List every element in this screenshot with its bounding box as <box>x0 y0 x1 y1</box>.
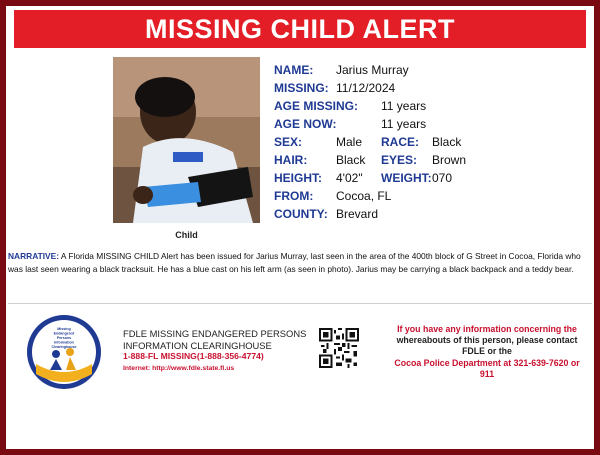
weight-value: 070 <box>432 171 453 185</box>
child-photo-image <box>113 57 260 223</box>
county-value: Brevard <box>336 207 379 221</box>
contact-info <box>380 324 594 380</box>
website-link[interactable]: Internet: http://www.fdle.state.fl.us <box>123 364 235 372</box>
sex-value: Male <box>336 135 363 149</box>
alert-poster <box>6 6 594 449</box>
contact-line-5: 911 <box>479 368 495 379</box>
height-label: HEIGHT: <box>274 171 322 185</box>
row-age-missing <box>274 97 594 115</box>
age-now-label: AGE NOW: <box>274 117 337 131</box>
contact-line-1: If you have any information concerning the <box>397 324 577 334</box>
missing-label: MISSING: <box>274 81 329 95</box>
race-value: Black <box>432 135 462 149</box>
name-label: NAME: <box>274 63 314 77</box>
fdle-clearinghouse-logo-icon <box>26 314 102 390</box>
logo-line-2: Endangered <box>53 331 75 336</box>
row-age-now <box>274 115 594 133</box>
race-label: RACE: <box>381 135 419 149</box>
row-height-weight <box>274 169 594 187</box>
sex-label: SEX: <box>274 135 303 149</box>
age-missing-value: 11 years <box>381 99 427 113</box>
photo-caption: Child <box>175 230 198 240</box>
contact-line-4: Cocoa Police Department at 321-639-7620 or <box>394 357 580 368</box>
contact-line-2: whereabouts of this person, please contact <box>396 335 578 346</box>
qr-code-icon[interactable] <box>319 328 359 368</box>
logo-line-3: Persons <box>56 336 72 340</box>
contact-line-3: FDLE or the <box>462 346 512 357</box>
org-line-2: INFORMATION CLEARINGHOUSE <box>123 339 272 351</box>
eyes-value: Brown <box>432 153 467 167</box>
age-now-value: 11 years <box>381 117 427 131</box>
narrative-label: NARRATIVE: <box>8 251 60 261</box>
hair-label: HAIR: <box>274 153 308 167</box>
from-label: FROM: <box>274 189 314 203</box>
logo-line-1: Missing <box>57 327 71 331</box>
hair-value: Black <box>336 153 366 167</box>
row-missing <box>274 79 594 97</box>
organization-info <box>123 328 323 374</box>
org-line-1: FDLE MISSING ENDANGERED PERSONS <box>123 328 307 339</box>
county-label: COUNTY: <box>274 207 328 221</box>
child-details <box>274 61 594 223</box>
eyes-label: EYES: <box>381 153 418 167</box>
row-from <box>274 187 594 205</box>
row-hair-eyes <box>274 151 594 169</box>
age-missing-label: AGE MISSING: <box>274 99 359 113</box>
narrative <box>8 250 592 275</box>
missing-value: 11/12/2024 <box>336 81 396 95</box>
row-county <box>274 205 594 223</box>
height-value: 4'02" <box>336 171 363 185</box>
alert-title: MISSING CHILD ALERT <box>14 10 586 48</box>
name-value: Jarius Murray <box>336 63 409 77</box>
row-sex-race <box>274 133 594 151</box>
row-name <box>274 61 594 79</box>
logo-line-5: Clearinghouse <box>51 345 77 349</box>
weight-label: WEIGHT: <box>381 171 432 185</box>
footer-divider <box>8 303 592 304</box>
logo-line-4: Information <box>54 340 74 345</box>
child-photo <box>113 57 260 223</box>
from-value: Cocoa, FL <box>336 189 392 203</box>
hotline-phone: 1-888-FL MISSING(1-888-356-4774) <box>123 351 264 361</box>
narrative-text: A Florida MISSING CHILD Alert has been issued for Jarius Murray, last seen in the area of the 400th block of G Street in Cocoa, Florida who was last seen wearing a black tracksuit. He has a blue cast on his left arm (as seen in photo). Jarius may be carrying a black backpack and a teddy bear. <box>8 251 581 274</box>
